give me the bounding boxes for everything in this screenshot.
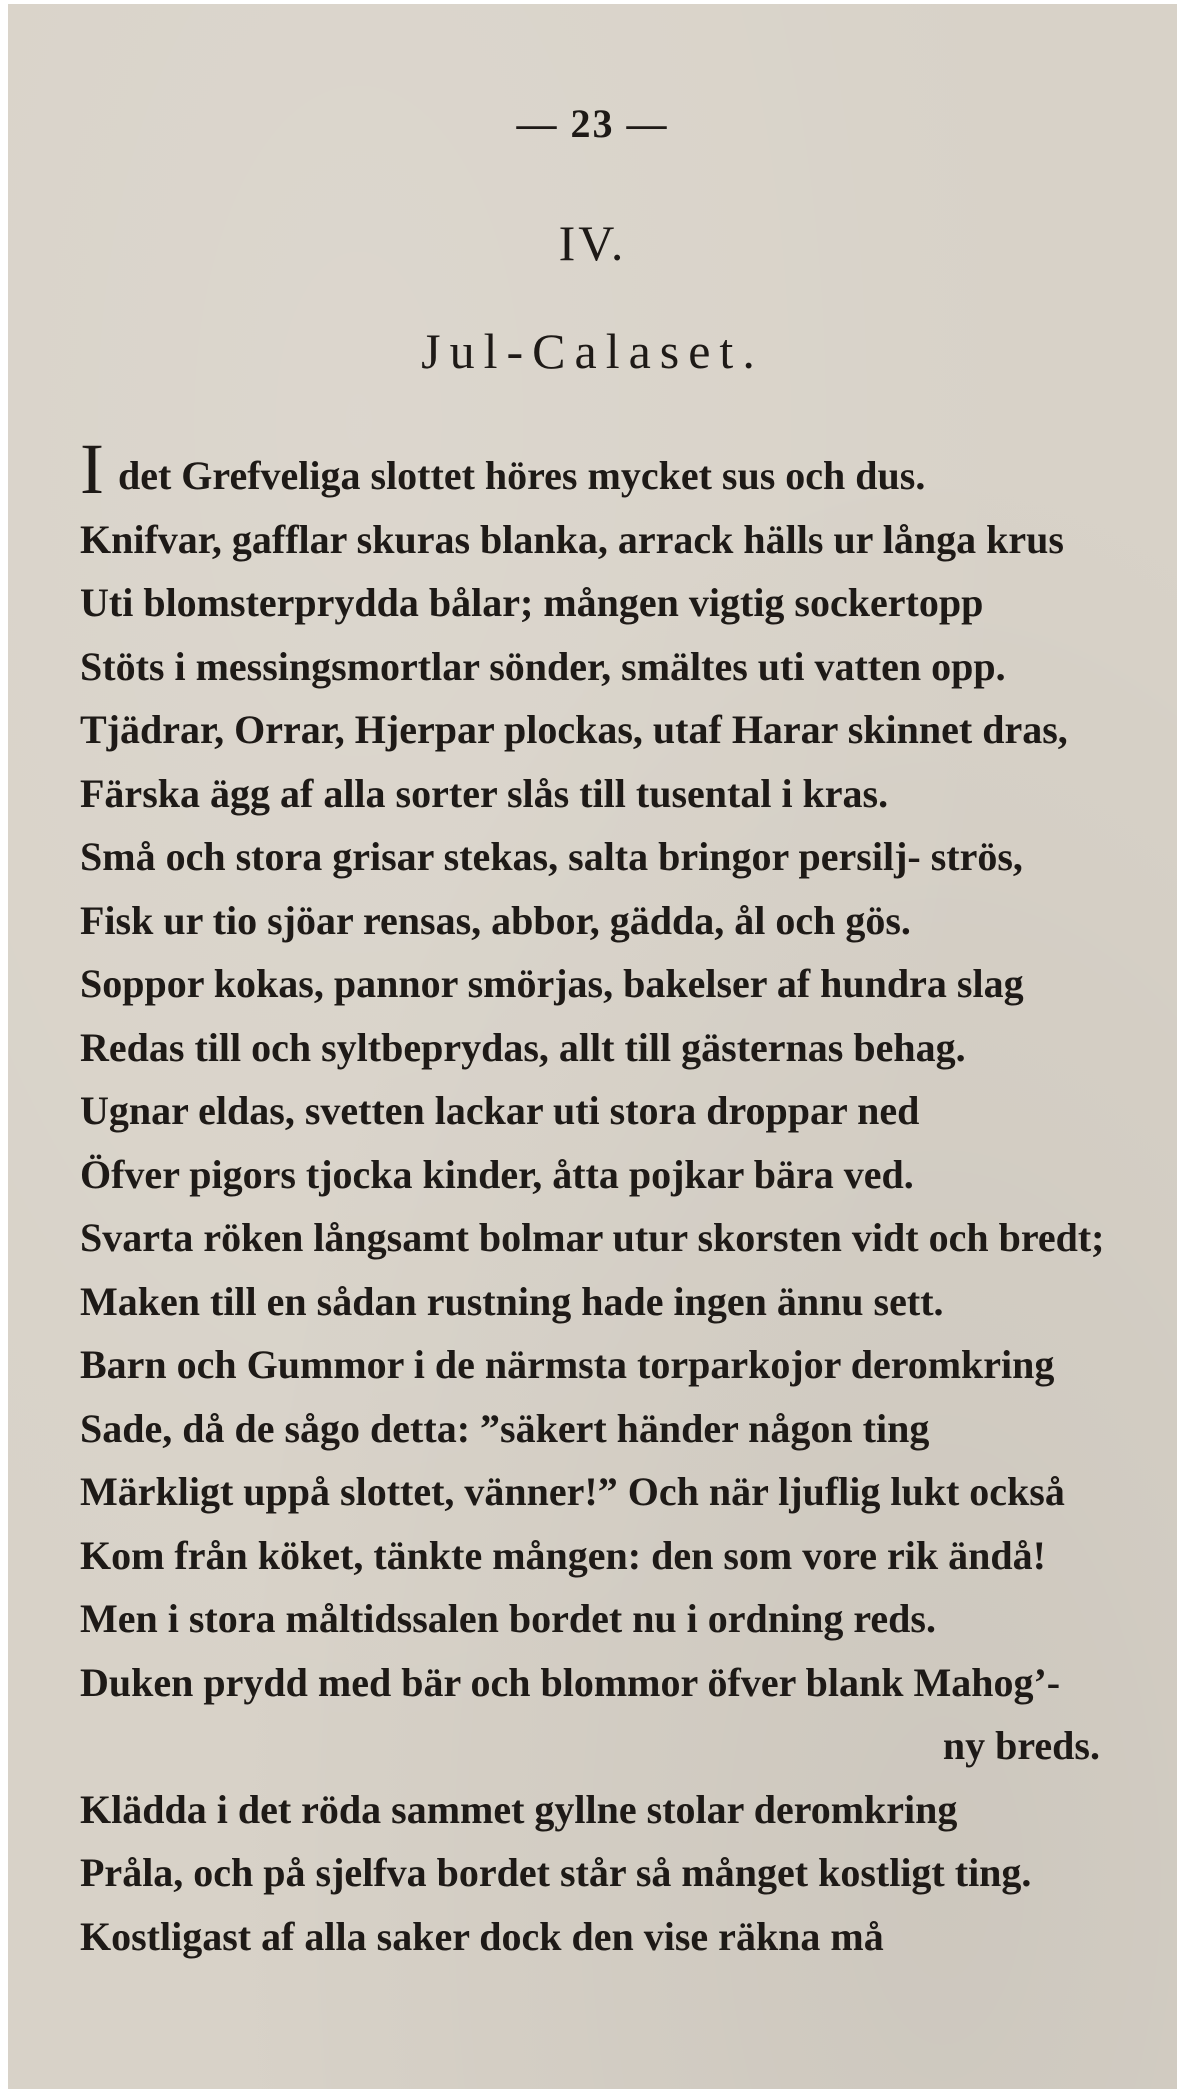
poem-line: Soppor kokas, pannor smörjas, bakelser af hundra slag [80, 961, 1024, 1006]
poem-line [80, 429, 1140, 509]
chapter-number: IV. [558, 215, 627, 271]
poem-line: Öfver pigors tjocka kinder, åtta pojkar bära ved. [80, 1151, 914, 1197]
poem-body [80, 429, 1140, 1968]
poem-line: Klädda i det röda sammet gyllne stolar deromkring [80, 1786, 958, 1832]
poem-line: Svarta röken långsamt bolmar utur skorsten vidt och bredt; [80, 1215, 1105, 1260]
poem-line: Märkligt uppå slottet, vänner!” Och när ljuflig lukt också [80, 1469, 1065, 1514]
page-number: — 23 — [516, 101, 669, 146]
poem-line: Kostligast af alla saker dock den vise räkna må [80, 1913, 884, 1959]
chapter-title: Jul-Calaset. [421, 323, 764, 379]
book-page [8, 4, 1180, 2089]
poem-line: Maken till en sådan rustning hade ingen ännu sett. [80, 1278, 944, 1324]
poem-line: Sade, då de sågo detta: ”säkert händer någon ting [80, 1405, 930, 1451]
poem-line: Tjädrar, Orrar, Hjerpar plockas, utaf Harar skinnet dras, [80, 707, 1068, 752]
poem-line: Pråla, och på sjelfva bordet står så månget kostligt ting. [80, 1850, 1032, 1895]
poem-line: Kom från köket, tänkte mången: den som vore rik ändå! [80, 1532, 1046, 1578]
poem-line: Men i stora måltidssalen bordet nu i ordning reds. [80, 1596, 936, 1641]
poem-line-text: det Grefveliga slottet höres mycket sus och dus. [117, 453, 926, 498]
poem-line: Uti blomsterprydda bålar; mången vigtig sockertopp [80, 580, 984, 625]
poem-line: Barn och Gummor i de närmsta torparkojor deromkring [80, 1342, 1055, 1387]
poem-line: Små och stora grisar stekas, salta bringor persilj- strös, [80, 834, 1023, 879]
poem-line: Redas till och syltbeprydas, allt till gästernas behag. [80, 1024, 966, 1070]
poem-line: Knifvar, gafflar skuras blanka, arrack hälls ur långa krus [80, 516, 1064, 562]
poem-line: Stöts i messingsmortlar sönder, smältes uti vatten opp. [80, 643, 1006, 689]
drop-initial: I [80, 429, 104, 509]
poem-line: Duken prydd med bär och blommor öfver blank Mahog’- [80, 1659, 1061, 1705]
poem-line: Färska ägg af alla sorter slås till tusental i kras. [80, 770, 889, 816]
poem-line-continuation: ny breds. [942, 1723, 1100, 1768]
poem-line: Ugnar eldas, svetten lackar uti stora droppar ned [80, 1088, 920, 1133]
poem-line: Fisk ur tio sjöar rensas, abbor, gädda, ål och gös. [80, 897, 911, 943]
